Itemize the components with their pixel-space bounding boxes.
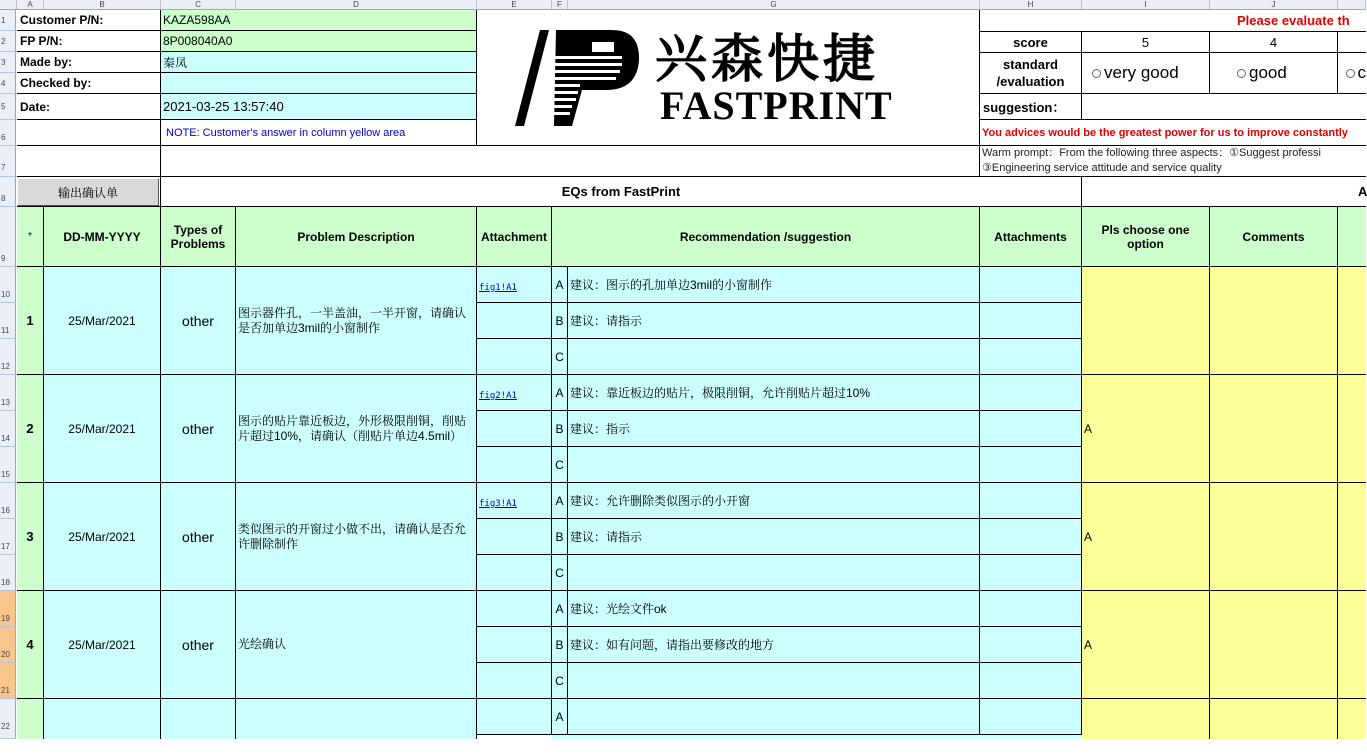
row-header-19[interactable]: 19 xyxy=(0,591,16,627)
option-key[interactable]: B xyxy=(552,519,568,555)
answer-section-title[interactable] xyxy=(1082,177,1366,207)
radio-good-label: good xyxy=(1249,63,1287,82)
option-text[interactable]: 建议：允许删除类似图示的小开窗 xyxy=(568,483,980,519)
answer-section-title-text: A xyxy=(1358,184,1367,199)
eq-attachments-cell[interactable] xyxy=(980,699,1082,735)
eq-attachment-cell[interactable] xyxy=(477,591,552,627)
made-by-label[interactable]: Made by: xyxy=(17,52,161,73)
column-header-a[interactable]: A xyxy=(17,0,44,10)
option-key[interactable]: C xyxy=(552,339,568,375)
eq-description[interactable] xyxy=(236,699,477,739)
eq-type[interactable]: other xyxy=(161,591,236,699)
eq-number[interactable] xyxy=(17,699,44,739)
fp-pn-value[interactable] xyxy=(161,31,477,52)
standard-label[interactable]: standard /evaluation xyxy=(980,53,1082,94)
column-header-k[interactable] xyxy=(1338,0,1366,10)
row-header-14[interactable]: 14 xyxy=(0,411,16,447)
eq-answer-option[interactable]: A xyxy=(1082,483,1210,591)
row-header-2[interactable]: 2 xyxy=(0,31,16,52)
option-key[interactable]: C xyxy=(552,663,568,699)
score-4[interactable]: 4 xyxy=(1210,32,1338,53)
eq-type[interactable] xyxy=(161,699,236,739)
option-key[interactable]: C xyxy=(552,447,568,483)
option-key[interactable]: C xyxy=(552,555,568,591)
column-header-g[interactable]: G xyxy=(568,0,980,10)
eq-description[interactable]: 类似图示的开窗过小做不出，请确认是否允许删除制作 xyxy=(236,483,477,591)
row-header-10[interactable]: 10 xyxy=(0,267,16,303)
row-header-3[interactable]: 3 xyxy=(0,52,16,73)
option-text[interactable] xyxy=(568,663,980,699)
option-key[interactable]: A xyxy=(552,699,568,735)
eq-extra[interactable] xyxy=(1338,483,1366,591)
customer-pn-label[interactable]: Customer P/N: xyxy=(17,10,161,31)
option-text[interactable] xyxy=(568,699,980,735)
date-text: 2021-03-25 13:57:40 xyxy=(163,99,284,114)
option-text[interactable]: 建议：如有问题，请指出要修改的地方 xyxy=(568,627,980,663)
row7-b-cell[interactable] xyxy=(161,146,980,177)
header-description[interactable]: Problem Description xyxy=(236,207,477,267)
header-extra[interactable] xyxy=(1338,207,1366,267)
logo-chinese: 兴森快捷 xyxy=(655,30,880,90)
eq-type[interactable]: other xyxy=(161,267,236,375)
eq-attachments-cell[interactable] xyxy=(980,483,1082,519)
header-recommendation[interactable]: Recommendation /suggestion xyxy=(552,207,980,267)
logo-english: FASTPRINT xyxy=(660,83,893,128)
eq-attachments-cell[interactable] xyxy=(980,591,1082,627)
option-key[interactable]: A xyxy=(552,591,568,627)
option-key[interactable]: A xyxy=(552,375,568,411)
row-header-5[interactable]: 5 xyxy=(0,94,16,120)
eq-extra[interactable] xyxy=(1338,699,1366,739)
eq-attachment-cell[interactable] xyxy=(477,555,552,591)
row7-a-cell[interactable] xyxy=(17,146,161,177)
eq-attachments-cell[interactable] xyxy=(980,375,1082,411)
row-header-16[interactable]: 16 xyxy=(0,483,16,519)
eq-answer-option[interactable]: A xyxy=(1082,591,1210,699)
suggestion-label[interactable]: suggestion： xyxy=(980,94,1082,120)
row-header-12[interactable]: 12 xyxy=(0,339,16,375)
eq-attachment-cell[interactable] xyxy=(477,303,552,339)
made-by-text: 秦凤 xyxy=(163,55,188,70)
row-header-18[interactable]: 18 xyxy=(0,555,16,591)
option-text[interactable]: 建议：靠近板边的贴片，极限削铜，允许削贴片超过10% xyxy=(568,375,980,411)
eq-number[interactable]: 4 xyxy=(17,591,44,699)
eq-number[interactable]: 3 xyxy=(17,483,44,591)
radio-good-icon[interactable] xyxy=(1237,69,1246,78)
eq-attachment-cell[interactable] xyxy=(477,663,552,699)
eq-attachment-cell[interactable] xyxy=(477,699,552,735)
option-key[interactable]: B xyxy=(552,303,568,339)
row-header-21[interactable]: 21 xyxy=(0,663,16,699)
column-header-d[interactable]: D xyxy=(236,0,477,10)
radio-partial[interactable] xyxy=(1338,53,1366,94)
eq-answer-option[interactable] xyxy=(1082,267,1210,375)
eq-comments[interactable] xyxy=(1210,699,1338,739)
option-key[interactable]: A xyxy=(552,483,568,519)
export-confirmation-button[interactable]: 输出确认单 xyxy=(17,178,159,206)
eq-extra[interactable] xyxy=(1338,267,1366,375)
option-text[interactable] xyxy=(568,447,980,483)
radio-very-good[interactable] xyxy=(1082,53,1210,94)
option-text[interactable]: 建议：图示的孔加单边3mil的小窗制作 xyxy=(568,267,980,303)
eq-type[interactable]: other xyxy=(161,483,236,591)
row-header-1[interactable]: 1 xyxy=(0,10,16,31)
eq-attachments-cell[interactable] xyxy=(980,447,1082,483)
eq-description[interactable]: 图示器件孔，一半盖油，一半开窗，请确认是否加单边3mil的小窗制作 xyxy=(236,267,477,375)
row-header-8[interactable]: 8 xyxy=(0,177,16,207)
fp-pn-text: 8P008040A0 xyxy=(163,34,233,48)
row6-a-cell[interactable] xyxy=(17,120,161,146)
eq-attachments-cell[interactable] xyxy=(980,663,1082,699)
eq-attachments-cell[interactable] xyxy=(980,339,1082,375)
option-key[interactable]: B xyxy=(552,627,568,663)
row-header-20[interactable]: 20 xyxy=(0,627,16,663)
checked-by-label[interactable]: Checked by: xyxy=(17,73,161,94)
eq-attachment-link-cell[interactable] xyxy=(477,267,552,303)
eq-extra[interactable] xyxy=(1338,591,1366,699)
date-value[interactable] xyxy=(161,94,477,120)
eq-answer-option[interactable] xyxy=(1082,699,1210,739)
fastprint-logo xyxy=(512,28,642,128)
eq-attachments-cell[interactable] xyxy=(980,267,1082,303)
header-comments[interactable]: Comments xyxy=(1210,207,1338,267)
customer-pn-value[interactable] xyxy=(161,10,477,31)
eq-attachment-cell[interactable] xyxy=(477,519,552,555)
row-header-11[interactable]: 11 xyxy=(0,303,16,339)
eq-attachment-cell[interactable] xyxy=(477,627,552,663)
eq-attachments-cell[interactable] xyxy=(980,303,1082,339)
eq-date[interactable]: 25/Mar/2021 xyxy=(44,267,161,375)
eq-comments[interactable] xyxy=(1210,375,1338,483)
date-label[interactable]: Date: xyxy=(17,94,161,120)
eq-attachment-link-cell[interactable] xyxy=(477,483,552,519)
eq-description[interactable]: 图示的贴片靠近板边，外形极限削铜，削贴片超过10%，请确认（削贴片单边4.5mil） xyxy=(236,375,477,483)
evaluation-title: Please evaluate th xyxy=(1237,13,1350,28)
score-5[interactable]: 5 xyxy=(1082,32,1210,53)
option-key[interactable]: B xyxy=(552,411,568,447)
eq-comments[interactable] xyxy=(1210,483,1338,591)
eq-type[interactable]: other xyxy=(161,375,236,483)
eq-number[interactable]: 2 xyxy=(17,375,44,483)
column-header-c[interactable]: C xyxy=(161,0,236,10)
eq-description[interactable]: 光绘确认 xyxy=(236,591,477,699)
suggestion-input[interactable] xyxy=(1082,94,1366,120)
eq-number[interactable]: 1 xyxy=(17,267,44,375)
note-cell[interactable] xyxy=(161,120,477,146)
aspect-3-text: ③Engineering service attitude and service quality xyxy=(982,162,1222,174)
option-text[interactable]: 建议：请指示 xyxy=(568,303,980,339)
eq-attachments-cell[interactable] xyxy=(980,627,1082,663)
option-key[interactable]: A xyxy=(552,267,568,303)
advice-cell[interactable] xyxy=(980,120,1366,146)
advice-text: You advices would be the greatest power for us to improve constantly xyxy=(982,126,1348,139)
row-separator xyxy=(552,735,1082,739)
header-types[interactable]: Types of Problems xyxy=(161,207,236,267)
column-header-f[interactable]: F xyxy=(552,0,568,10)
column-header-b[interactable]: B xyxy=(44,0,161,10)
eq-comments[interactable] xyxy=(1210,267,1338,375)
eq-attachment-link[interactable]: fig1!A1 xyxy=(479,283,517,293)
radio-partial-label: c xyxy=(1357,63,1366,82)
eq-attachments-cell[interactable] xyxy=(980,555,1082,591)
header-choose-option[interactable]: Pls choose one option xyxy=(1082,207,1210,267)
fp-pn-label[interactable]: FP P/N: xyxy=(17,31,161,52)
row-header-15[interactable]: 15 xyxy=(0,447,16,483)
eq-attachment-link[interactable]: fig3!A1 xyxy=(479,499,517,509)
score-label[interactable]: score xyxy=(980,32,1082,53)
eq-attachment-cell[interactable] xyxy=(477,411,552,447)
row-header-7[interactable]: 7 xyxy=(0,146,16,177)
header-attachments[interactable]: Attachments xyxy=(980,207,1082,267)
checked-by-value[interactable] xyxy=(161,73,477,94)
eq-attachment-link[interactable]: fig2!A1 xyxy=(479,391,517,401)
eq-attachments-cell[interactable] xyxy=(980,519,1082,555)
eq-answer-option[interactable]: A xyxy=(1082,375,1210,483)
option-text[interactable] xyxy=(568,555,980,591)
warm-prompt-text: Warm prompt：From the following three aspects：①Suggest professi xyxy=(982,147,1321,159)
radio-good[interactable] xyxy=(1210,53,1338,94)
radio-very-good-icon[interactable] xyxy=(1092,69,1101,78)
row-header-22[interactable]: 22 xyxy=(0,699,16,739)
eq-date[interactable]: 25/Mar/2021 xyxy=(44,591,161,699)
fastprint-logo-mark xyxy=(512,28,642,128)
customer-pn-text: KAZA598AA xyxy=(163,13,231,27)
eq-attachment-cell[interactable] xyxy=(477,339,552,375)
row-header-9[interactable]: 9 xyxy=(0,207,16,267)
header-attachment[interactable]: Attachment xyxy=(477,207,552,267)
evaluation-title-cell[interactable] xyxy=(980,10,1366,32)
option-text[interactable]: 建议：光绘文件ok xyxy=(568,591,980,627)
header-date[interactable]: DD-MM-YYYY xyxy=(44,207,161,267)
option-text[interactable]: 建议：指示 xyxy=(568,411,980,447)
row-header-17[interactable]: 17 xyxy=(0,519,16,555)
eq-date[interactable] xyxy=(44,699,161,739)
eq-date[interactable]: 25/Mar/2021 xyxy=(44,483,161,591)
column-header-h[interactable]: H xyxy=(980,0,1082,10)
option-text[interactable] xyxy=(568,339,980,375)
header-star[interactable]: * xyxy=(17,207,44,267)
section-title[interactable]: EQs from FastPrint xyxy=(161,177,1082,207)
made-by-value[interactable] xyxy=(161,52,477,73)
score-3[interactable] xyxy=(1338,32,1366,53)
eq-attachment-cell[interactable] xyxy=(477,447,552,483)
eq-date[interactable]: 25/Mar/2021 xyxy=(44,375,161,483)
column-header-j[interactable]: J xyxy=(1210,0,1338,10)
option-text[interactable]: 建议：请指示 xyxy=(568,519,980,555)
row-header-13[interactable]: 13 xyxy=(0,375,16,411)
eq-attachment-link-cell[interactable] xyxy=(477,375,552,411)
column-header-i[interactable]: I xyxy=(1082,0,1210,10)
note-text: NOTE: Customer's answer in column yellow area xyxy=(166,126,406,139)
warm-prompt-cell[interactable] xyxy=(980,146,1366,177)
eq-extra[interactable] xyxy=(1338,375,1366,483)
row-header-4[interactable]: 4 xyxy=(0,73,16,94)
column-header-corner[interactable] xyxy=(0,0,17,10)
column-header-e[interactable]: E xyxy=(477,0,552,10)
radio-partial-icon[interactable] xyxy=(1346,69,1355,78)
radio-very-good-label: very good xyxy=(1104,63,1179,82)
eq-comments[interactable] xyxy=(1210,591,1338,699)
row-header-6[interactable]: 6 xyxy=(0,120,16,146)
eq-attachments-cell[interactable] xyxy=(980,411,1082,447)
